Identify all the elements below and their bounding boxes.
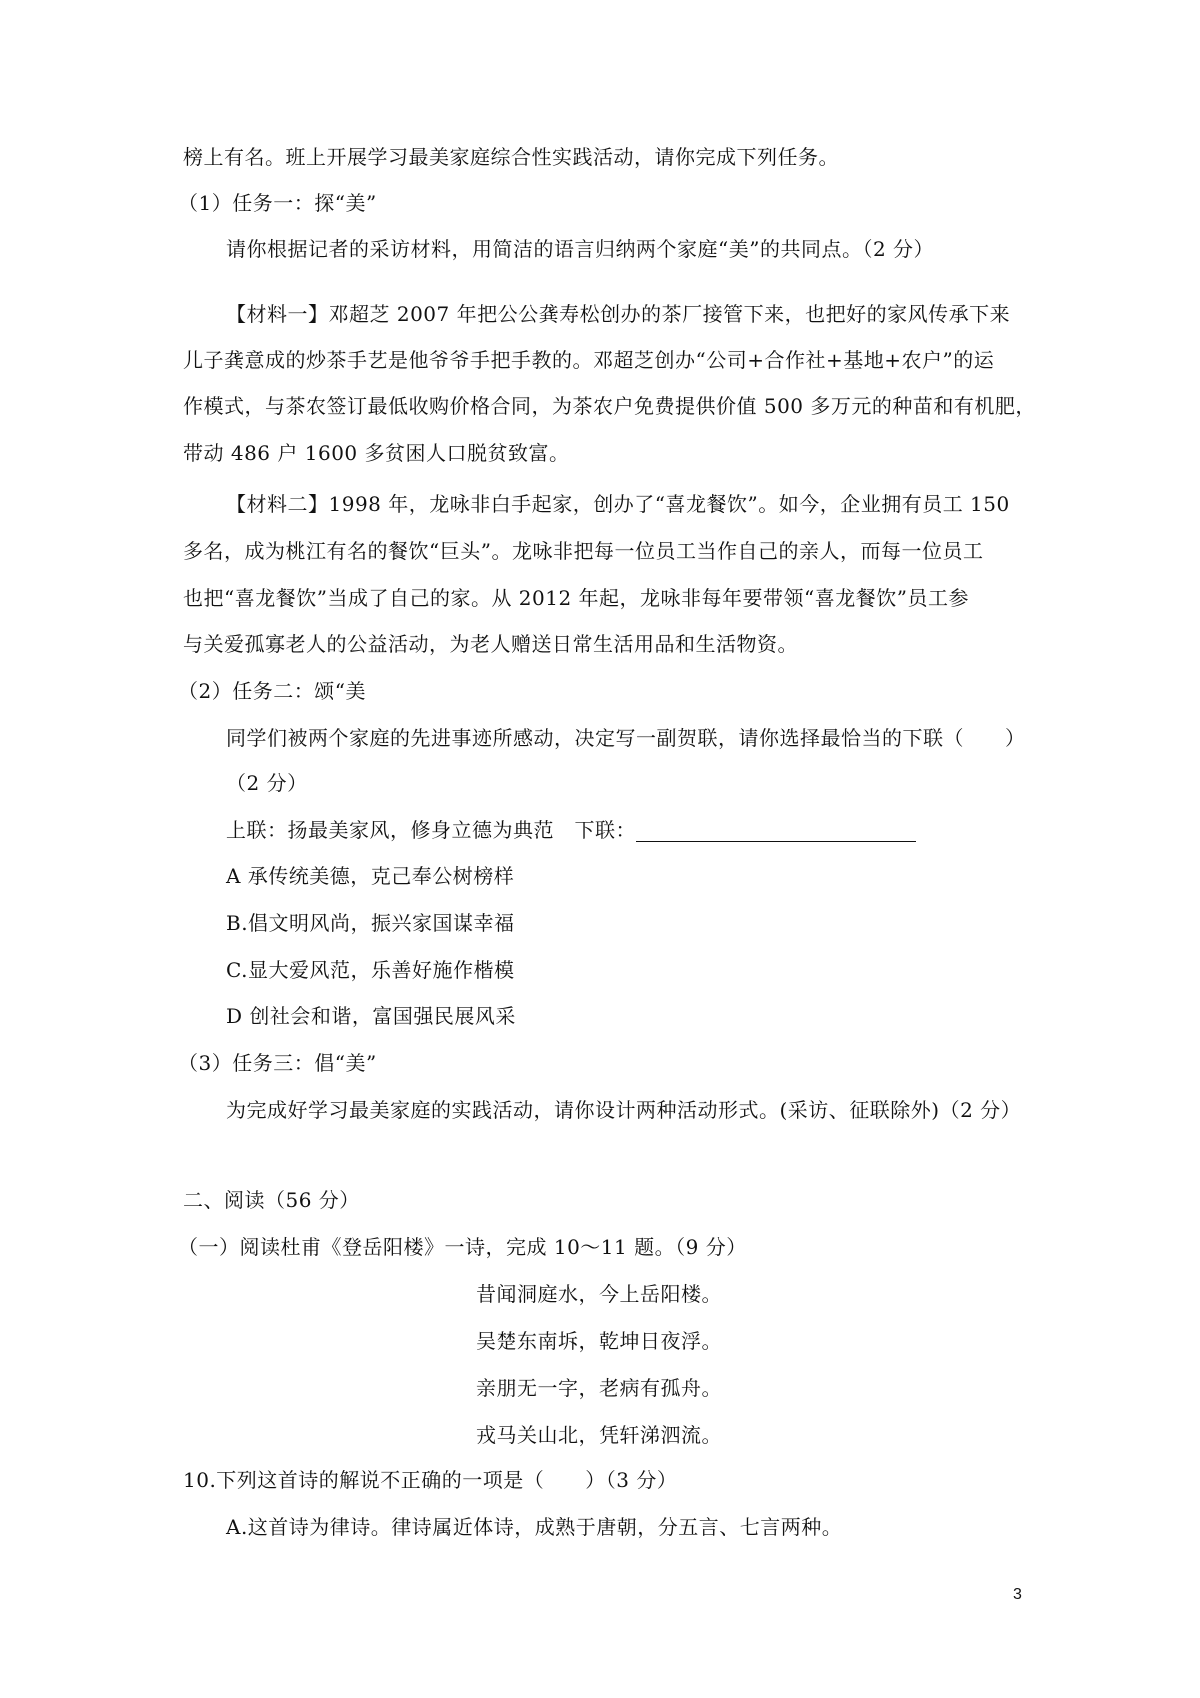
task1-prompt: 请你根据记者的采访材料，用简洁的语言归纳两个家庭“美”的共同点。（2 分） — [226, 237, 935, 261]
reading-part1-heading: （一）阅读杜甫《登岳阳楼》一诗，完成 10～11 题。（9 分） — [178, 1235, 747, 1259]
question-10-option-a: A.这首诗为律诗。律诗属近体诗，成熟于唐朝，分五言、七言两种。 — [226, 1515, 843, 1539]
material2-line: 与关爱孤寡老人的公益活动，为老人赠送日常生活用品和生活物资。 — [183, 632, 798, 656]
task2-heading: （2）任务二：颂“美 — [178, 679, 366, 703]
couplet-upper-line: 上联：扬最美家风，修身立德为典范 下联： — [226, 818, 636, 842]
material1-line: 儿子龚意成的炒茶手艺是他爷爷手把手教的。邓超芝创办“公司+合作社+基地+农户”的运 — [183, 348, 995, 372]
section2-heading: 二、阅读（56 分） — [183, 1188, 360, 1212]
page-number: 3 — [1013, 1586, 1022, 1603]
task1-heading: （1）任务一：探“美” — [178, 191, 377, 215]
intro-tail-text: 榜上有名。班上开展学习最美家庭综合性实践活动，请你完成下列任务。 — [183, 145, 839, 169]
question-10: 10.下列这首诗的解说不正确的一项是（ ）（3 分） — [183, 1468, 678, 1492]
poem-line: 亲朋无一字，老病有孤舟。 — [476, 1376, 722, 1400]
task3-heading: （3）任务三：倡“美” — [178, 1051, 377, 1075]
task2-prompt: 同学们被两个家庭的先进事迹所感动，决定写一副贺联，请你选择最恰当的下联（ ） — [226, 726, 1026, 750]
task2-score: （2 分） — [226, 771, 308, 795]
material2-line: 多名，成为桃江有名的餐饮“巨头”。龙咏非把每一位员工当作自己的亲人，而每一位员工 — [183, 539, 984, 563]
material1-line: 带动 486 户 1600 多贫困人口脱贫致富。 — [183, 441, 570, 465]
option-d: D 创社会和谐，富国强民展风采 — [226, 1004, 516, 1028]
material2-line: 【材料二】1998 年，龙咏非白手起家，创办了“喜龙餐饮”。如今，企业拥有员工 150 — [226, 492, 1010, 516]
answer-blank-underline — [636, 841, 916, 842]
material1-line: 【材料一】邓超芝 2007 年把公公龚寿松创办的茶厂接管下来，也把好的家风传承下来 — [226, 302, 1011, 326]
material2-line: 也把“喜龙餐饮”当成了自己的家。从 2012 年起，龙咏非每年要带领“喜龙餐饮”员工参 — [183, 586, 970, 610]
poem-line: 昔闻洞庭水，今上岳阳楼。 — [476, 1282, 722, 1306]
option-c: C.显大爱风范，乐善好施作楷模 — [226, 958, 515, 982]
poem-line: 吴楚东南坼，乾坤日夜浮。 — [476, 1329, 722, 1353]
option-a: A 承传统美德，克己奉公树榜样 — [226, 864, 515, 888]
task3-prompt: 为完成好学习最美家庭的实践活动，请你设计两种活动形式。(采访、征联除外)（2 分） — [226, 1098, 1022, 1122]
poem-line: 戎马关山北，凭轩涕泗流。 — [476, 1423, 722, 1447]
option-b: B.倡文明风尚，振兴家国谋幸福 — [226, 911, 515, 935]
material1-line: 作模式，与茶农签订最低收购价格合同，为茶农户免费提供价值 500 多万元的种苗和有机肥， — [183, 394, 1036, 418]
